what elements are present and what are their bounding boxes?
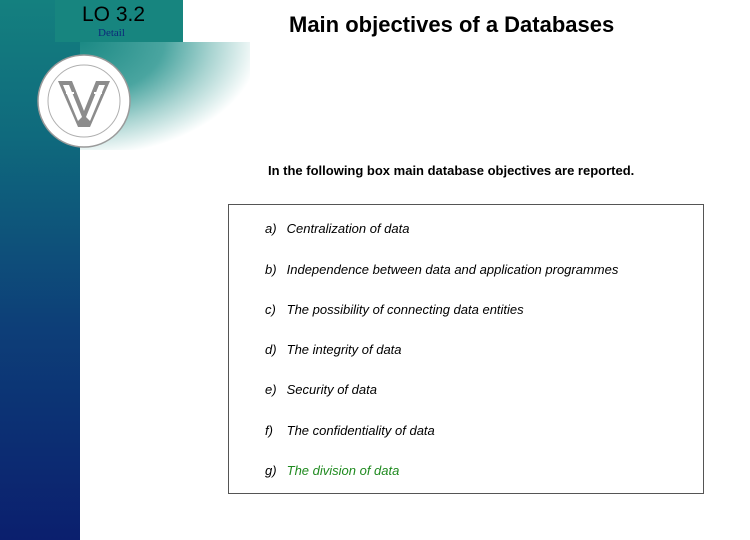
- objective-item: [265, 221, 409, 236]
- objective-text: Independence between data and application programmes: [286, 262, 619, 277]
- objective-text: The division of data: [286, 463, 400, 478]
- objective-item-highlighted: [265, 463, 399, 478]
- objective-item: [265, 423, 435, 438]
- objective-label: f): [265, 423, 273, 438]
- seal-logo-icon: [36, 53, 132, 149]
- objective-label: c): [265, 302, 276, 317]
- objective-text: The confidentiality of data: [286, 423, 435, 438]
- objective-label: e): [265, 382, 277, 397]
- objective-item: [265, 382, 377, 397]
- lo-subtitle: Detail: [98, 27, 125, 39]
- objective-item: [265, 262, 618, 277]
- page-title: Main objectives of a Databases: [289, 12, 615, 37]
- objective-text: The integrity of data: [286, 342, 402, 357]
- objective-text: Security of data: [286, 382, 377, 397]
- objective-label: b): [265, 262, 277, 277]
- objective-item: [265, 302, 524, 317]
- objective-text: The possibility of connecting data entities: [286, 302, 524, 317]
- lo-title: LO 3.2: [82, 3, 146, 26]
- objective-text: Centralization of data: [286, 221, 410, 236]
- intro-text: In the following box main database objectives are reported.: [268, 163, 635, 178]
- objective-item: [265, 342, 402, 357]
- objective-label: g): [265, 463, 277, 478]
- objective-label: a): [265, 221, 277, 236]
- objective-label: d): [265, 342, 277, 357]
